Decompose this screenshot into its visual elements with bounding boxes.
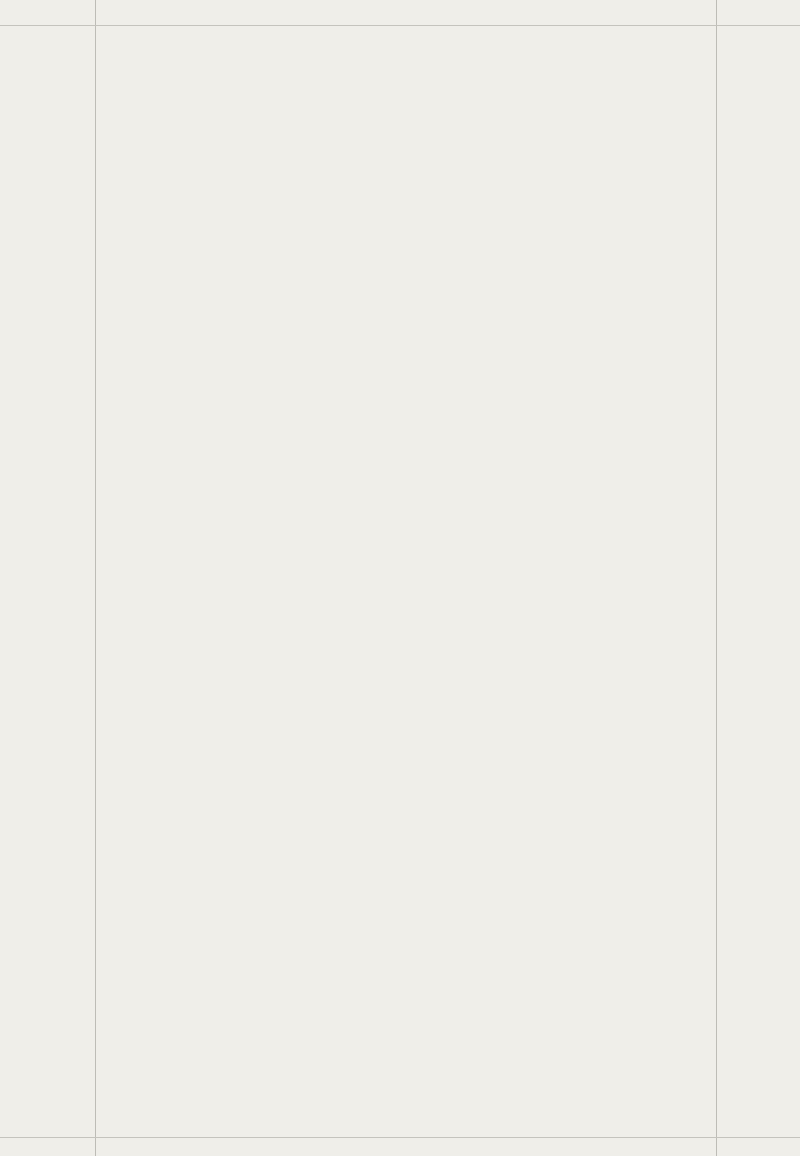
right-margin-rule	[716, 0, 717, 1156]
left-margin-rule	[95, 0, 96, 1156]
final-line	[105, 103, 717, 122]
top-rule	[0, 25, 800, 26]
chapter-heading-line	[105, 86, 717, 103]
main-text-block	[105, 69, 717, 141]
chapter-heading	[105, 69, 717, 103]
bottom-rule	[0, 1137, 800, 1138]
chapter-heading-line	[105, 69, 717, 86]
